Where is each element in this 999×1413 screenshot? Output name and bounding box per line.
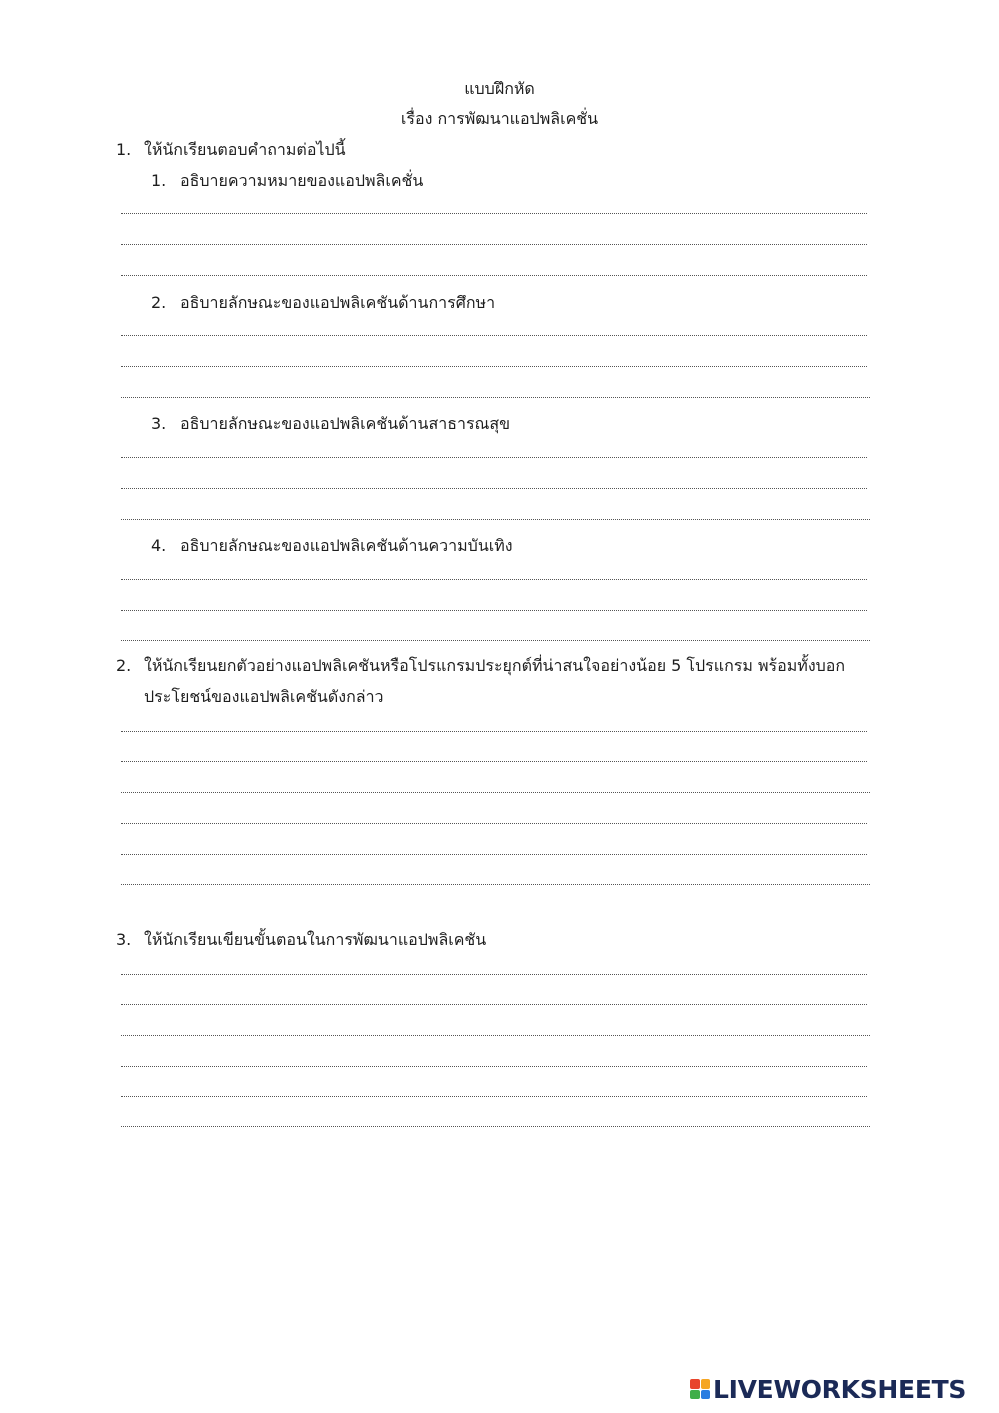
logo-square	[690, 1390, 700, 1400]
q1-sub4-text: อธิบายลักษณะของแอปพลิเคชันด้านความบันเทิง	[180, 536, 513, 555]
answer-line[interactable]	[121, 854, 867, 855]
answer-line[interactable]	[121, 1035, 870, 1036]
logo-square	[690, 1379, 700, 1389]
q3-text: ให้นักเรียนเขียนขั้นตอนในการพัฒนาแอปพลิเคชัน	[144, 930, 487, 949]
q1-sub4-number: 4.	[151, 536, 167, 555]
answer-line[interactable]	[121, 640, 870, 641]
answer-line[interactable]	[121, 974, 867, 975]
liveworksheets-logo-text: LIVEWORKSHEETS	[713, 1374, 967, 1404]
answer-line[interactable]	[121, 1004, 867, 1005]
q1-sub1-text: อธิบายความหมายของแอปพลิเคชั่น	[180, 171, 424, 190]
answer-line[interactable]	[121, 1096, 867, 1097]
answer-line[interactable]	[121, 610, 867, 611]
q1-sub3-number: 3.	[151, 414, 167, 433]
answer-line[interactable]	[121, 579, 867, 580]
q1-sub2-text: อธิบายลักษณะของแอปพลิเคชันด้านการศึกษา	[180, 293, 496, 312]
answer-line[interactable]	[121, 884, 870, 885]
liveworksheets-logo	[690, 1373, 966, 1405]
worksheet-subtitle: เรื่อง การพัฒนาแอปพลิเคชั่น	[400, 109, 599, 128]
q2-text-line2: ประโยชน์ของแอปพลิเคชันดังกล่าว	[144, 687, 384, 706]
answer-line[interactable]	[121, 731, 867, 732]
answer-line[interactable]	[121, 1066, 867, 1067]
logo-square	[701, 1379, 711, 1389]
logo-square	[701, 1390, 711, 1400]
worksheet-title: แบบฝึกหัด	[464, 79, 535, 98]
answer-line[interactable]	[121, 213, 867, 214]
answer-line[interactable]	[121, 488, 867, 489]
answer-line[interactable]	[121, 823, 867, 824]
answer-line[interactable]	[121, 519, 870, 520]
q1-sub1-number: 1.	[151, 171, 167, 190]
answer-line[interactable]	[121, 761, 867, 762]
liveworksheets-logo-icon	[690, 1379, 710, 1399]
q2-text-line1: ให้นักเรียนยกตัวอย่างแอปพลิเคชันหรือโปรแกรมประยุกต์ที่น่าสนใจอย่างน้อย 5 โปรแกรม พร้อมทั้งบอก	[144, 656, 846, 675]
answer-line[interactable]	[121, 1126, 870, 1127]
answer-line[interactable]	[121, 397, 870, 398]
answer-line[interactable]	[121, 275, 867, 276]
answer-line[interactable]	[121, 244, 867, 245]
q2-number: 2.	[116, 656, 132, 675]
q1-sub2-number: 2.	[151, 293, 167, 312]
answer-line[interactable]	[121, 335, 867, 336]
answer-line[interactable]	[121, 792, 870, 793]
q1-text: ให้นักเรียนตอบคำถามต่อไปนี้	[144, 140, 346, 159]
answer-line[interactable]	[121, 457, 867, 458]
q1-number: 1.	[116, 140, 132, 159]
q1-sub3-text: อธิบายลักษณะของแอปพลิเคชันด้านสาธารณสุข	[180, 414, 511, 433]
answer-line[interactable]	[121, 366, 867, 367]
q3-number: 3.	[116, 930, 132, 949]
